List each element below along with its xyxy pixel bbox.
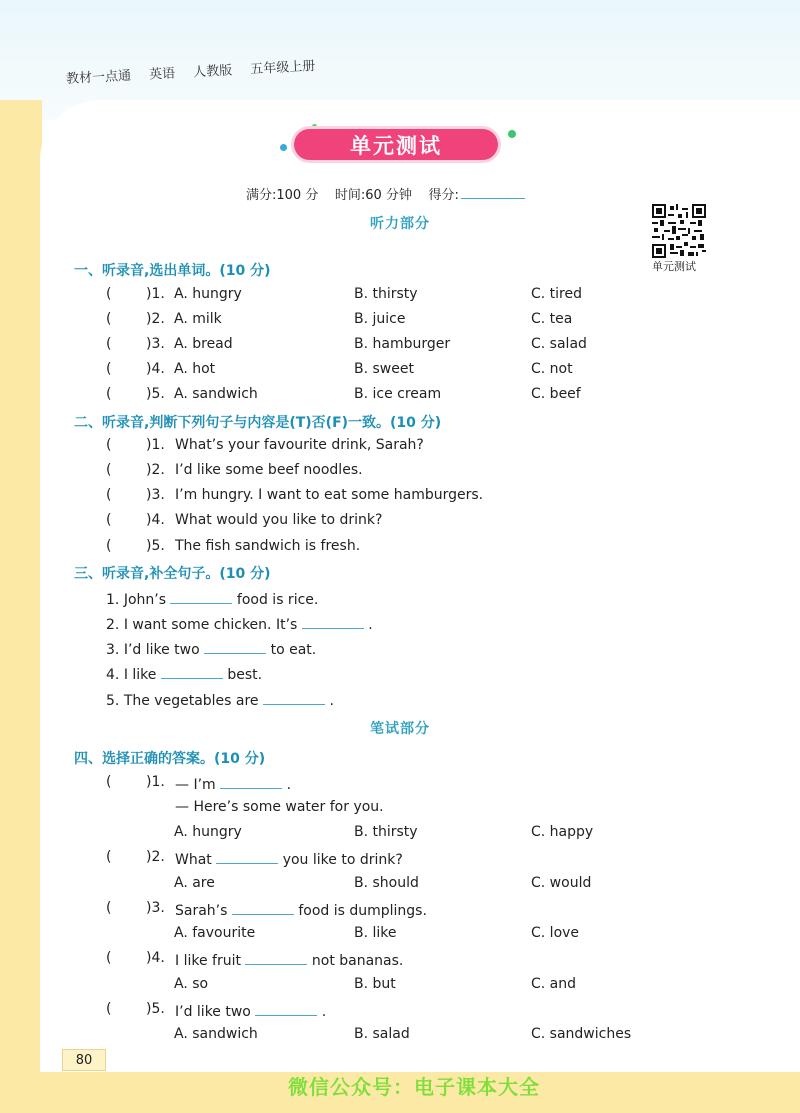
- option-c[interactable]: C. and: [531, 976, 577, 992]
- question-row: [106, 589, 318, 608]
- options-row: [0, 824, 800, 844]
- question-row: [0, 1001, 800, 1021]
- option-a[interactable]: A. hot: [174, 361, 216, 377]
- option-a[interactable]: A. are: [174, 875, 215, 891]
- sentence-before-blank: I want some chicken. It’s: [123, 617, 298, 633]
- answer-paren-open[interactable]: (: [106, 437, 112, 453]
- answer-paren-open[interactable]: (: [106, 849, 112, 865]
- answer-paren-open[interactable]: (: [106, 774, 112, 790]
- answer-paren-open[interactable]: (: [106, 336, 112, 352]
- answer-paren-open[interactable]: (: [106, 311, 112, 327]
- option-a[interactable]: A. sandwich: [174, 386, 258, 402]
- answer-blank[interactable]: [170, 589, 232, 604]
- decoration-dot: [508, 130, 516, 138]
- sentence-after-blank: food is rice.: [236, 592, 319, 608]
- question-row: [0, 462, 800, 482]
- question-number: 5.: [106, 693, 120, 709]
- question-number: )2.: [146, 849, 165, 865]
- watermark-text: 微信公众号：电子课本大全: [288, 1075, 540, 1099]
- question-row: [0, 900, 800, 920]
- sentence-before-blank: — I’m: [175, 777, 216, 793]
- sentence-before-blank: I’d like two: [175, 1004, 251, 1020]
- question-number: )2.: [146, 462, 165, 478]
- answer-blank[interactable]: [216, 849, 278, 864]
- answer-paren-open[interactable]: (: [106, 286, 112, 302]
- option-a[interactable]: A. favourite: [174, 925, 256, 941]
- answer-paren-open[interactable]: (: [106, 386, 112, 402]
- score-info: [246, 184, 525, 203]
- option-a[interactable]: A. hungry: [174, 824, 242, 840]
- answer-blank[interactable]: [204, 639, 266, 654]
- answer-paren-open[interactable]: (: [106, 487, 112, 503]
- answer-paren-open[interactable]: (: [106, 538, 112, 554]
- question-number: )2.: [146, 311, 165, 327]
- statement-text: I’m hungry. I want to eat some hamburgers.: [175, 487, 484, 503]
- question-number: 3.: [106, 642, 120, 658]
- answer-blank[interactable]: [232, 900, 294, 915]
- sentence-before-blank: Sarah’s: [175, 903, 228, 919]
- writing-part-title: 笔试部分: [370, 721, 430, 737]
- question-number: )1.: [146, 286, 165, 302]
- question-number: )4.: [146, 950, 165, 966]
- answer-blank[interactable]: [302, 614, 364, 629]
- question-number: )5.: [146, 538, 165, 554]
- option-b[interactable]: B. but: [354, 976, 396, 992]
- question-sentence: [175, 774, 291, 793]
- question-row: [0, 538, 800, 558]
- answer-blank[interactable]: [255, 1001, 317, 1016]
- qr-caption: 单元测试: [652, 260, 696, 273]
- page-number: 80: [62, 1049, 106, 1071]
- dialogue-reply: — Here’s some water for you.: [175, 799, 384, 815]
- book-edition: 人教版: [192, 63, 233, 81]
- option-c[interactable]: C. beef: [531, 386, 581, 402]
- question-row: [106, 690, 334, 709]
- qr-code-icon[interactable]: [652, 204, 706, 258]
- option-b[interactable]: B. juice: [354, 311, 406, 327]
- options-row: [0, 875, 800, 895]
- question-row: [0, 774, 800, 794]
- answer-blank[interactable]: [161, 664, 223, 679]
- question-row: [0, 286, 800, 306]
- question-number: )1.: [146, 437, 165, 453]
- option-b[interactable]: B. sweet: [354, 361, 414, 377]
- full-score: 满分:100 分: [246, 188, 319, 203]
- sentence-after-blank: food is dumplings.: [298, 903, 427, 919]
- book-grade: 五年级上册: [249, 58, 316, 78]
- question-row: [106, 664, 262, 683]
- question-row: [0, 487, 800, 507]
- book-name: 教材一点通: [65, 68, 132, 87]
- answer-blank[interactable]: [220, 774, 282, 789]
- question-sentence: [175, 1001, 326, 1020]
- option-b[interactable]: B. ice cream: [354, 386, 442, 402]
- option-c[interactable]: C. happy: [531, 824, 594, 840]
- book-subject: 英语: [148, 66, 176, 83]
- statement-text: What would you like to drink?: [175, 512, 383, 528]
- sentence-after-blank: not bananas.: [311, 953, 404, 969]
- question-sentence: [175, 849, 403, 868]
- question-row: [106, 639, 316, 658]
- option-a[interactable]: A. bread: [174, 336, 233, 352]
- question-number: )3.: [146, 336, 165, 352]
- question-sentence: [175, 950, 403, 969]
- question-row: [106, 614, 373, 633]
- question-row: [0, 950, 800, 970]
- question-row: [0, 336, 800, 356]
- listening-part-title: 听力部分: [370, 216, 430, 232]
- answer-paren-open[interactable]: (: [106, 900, 112, 916]
- option-c[interactable]: C. love: [531, 925, 580, 941]
- sentence-before-blank: I like fruit: [175, 953, 241, 969]
- question-row: [0, 849, 800, 869]
- answer-blank[interactable]: [263, 690, 325, 705]
- question-row: [0, 311, 800, 331]
- section-1-title: 一、听录音,选出单词。(10 分): [74, 263, 271, 279]
- answer-paren-open[interactable]: (: [106, 950, 112, 966]
- option-c[interactable]: C. would: [531, 875, 592, 891]
- sentence-after-blank: .: [329, 693, 334, 709]
- page-title: 单元测试: [294, 129, 498, 160]
- question-number: 1.: [106, 592, 120, 608]
- sentence-after-blank: .: [321, 1004, 327, 1020]
- question-number: )3.: [146, 487, 165, 503]
- sentence-before-blank: The vegetables are: [123, 693, 259, 709]
- answer-paren-open[interactable]: (: [106, 1001, 112, 1017]
- option-c[interactable]: C. sandwiches: [531, 1026, 632, 1042]
- sentence-after-blank: .: [286, 777, 292, 793]
- question-number: )3.: [146, 900, 165, 916]
- option-a[interactable]: A. milk: [174, 311, 222, 327]
- answer-blank[interactable]: [245, 950, 307, 965]
- sentence-before-blank: What: [175, 852, 212, 868]
- question-number: )5.: [146, 1001, 165, 1017]
- question-number: 4.: [106, 667, 120, 683]
- question-number: )1.: [146, 774, 165, 790]
- section-4-title: 四、选择正确的答案。(10 分): [74, 751, 266, 767]
- sentence-after-blank: best.: [227, 667, 263, 683]
- option-b[interactable]: B. thirsty: [354, 286, 418, 302]
- sentence-before-blank: I like: [123, 667, 157, 683]
- options-row: [0, 1026, 800, 1046]
- statement-text: What’s your favourite drink, Sarah?: [175, 437, 424, 453]
- options-row: [0, 925, 800, 945]
- question-number: )4.: [146, 361, 165, 377]
- option-a[interactable]: A. hungry: [174, 286, 242, 302]
- question-row: [0, 361, 800, 381]
- question-sentence: [175, 900, 427, 919]
- option-b[interactable]: B. should: [354, 875, 419, 891]
- question-row: [0, 386, 800, 406]
- sentence-after-blank: you like to drink?: [282, 852, 403, 868]
- answer-paren-open[interactable]: (: [106, 462, 112, 478]
- option-b[interactable]: B. salad: [354, 1026, 410, 1042]
- score-blank[interactable]: [461, 198, 525, 199]
- score-label: 得分:: [428, 188, 459, 203]
- question-row: [0, 512, 800, 532]
- option-c[interactable]: C. not: [531, 361, 573, 377]
- answer-paren-open[interactable]: (: [106, 361, 112, 377]
- sentence-before-blank: John’s: [123, 592, 166, 608]
- answer-paren-open[interactable]: (: [106, 512, 112, 528]
- option-a[interactable]: A. sandwich: [174, 1026, 258, 1042]
- option-c[interactable]: C. tired: [531, 286, 583, 302]
- options-row: [0, 976, 800, 996]
- option-c[interactable]: C. tea: [531, 311, 573, 327]
- section-2-title: 二、听录音,判断下列句子与内容是(T)否(F)一致。(10 分): [74, 415, 442, 431]
- option-c[interactable]: C. salad: [531, 336, 587, 352]
- section-3-title: 三、听录音,补全句子。(10 分): [74, 566, 271, 582]
- question-number: )5.: [146, 386, 165, 402]
- statement-text: The fish sandwich is fresh.: [175, 538, 361, 554]
- option-b[interactable]: B. hamburger: [354, 336, 451, 352]
- question-number: 2.: [106, 617, 120, 633]
- question-number: )4.: [146, 512, 165, 528]
- sentence-after-blank: to eat.: [270, 642, 317, 658]
- decoration-dot: [280, 144, 287, 151]
- sentence-after-blank: .: [368, 617, 373, 633]
- option-b[interactable]: B. thirsty: [354, 824, 418, 840]
- statement-text: I’d like some beef noodles.: [175, 462, 363, 478]
- sentence-before-blank: I’d like two: [123, 642, 200, 658]
- time-limit: 时间:60 分钟: [334, 188, 412, 203]
- question-row: [0, 437, 800, 457]
- option-b[interactable]: B. like: [354, 925, 397, 941]
- option-a[interactable]: A. so: [174, 976, 209, 992]
